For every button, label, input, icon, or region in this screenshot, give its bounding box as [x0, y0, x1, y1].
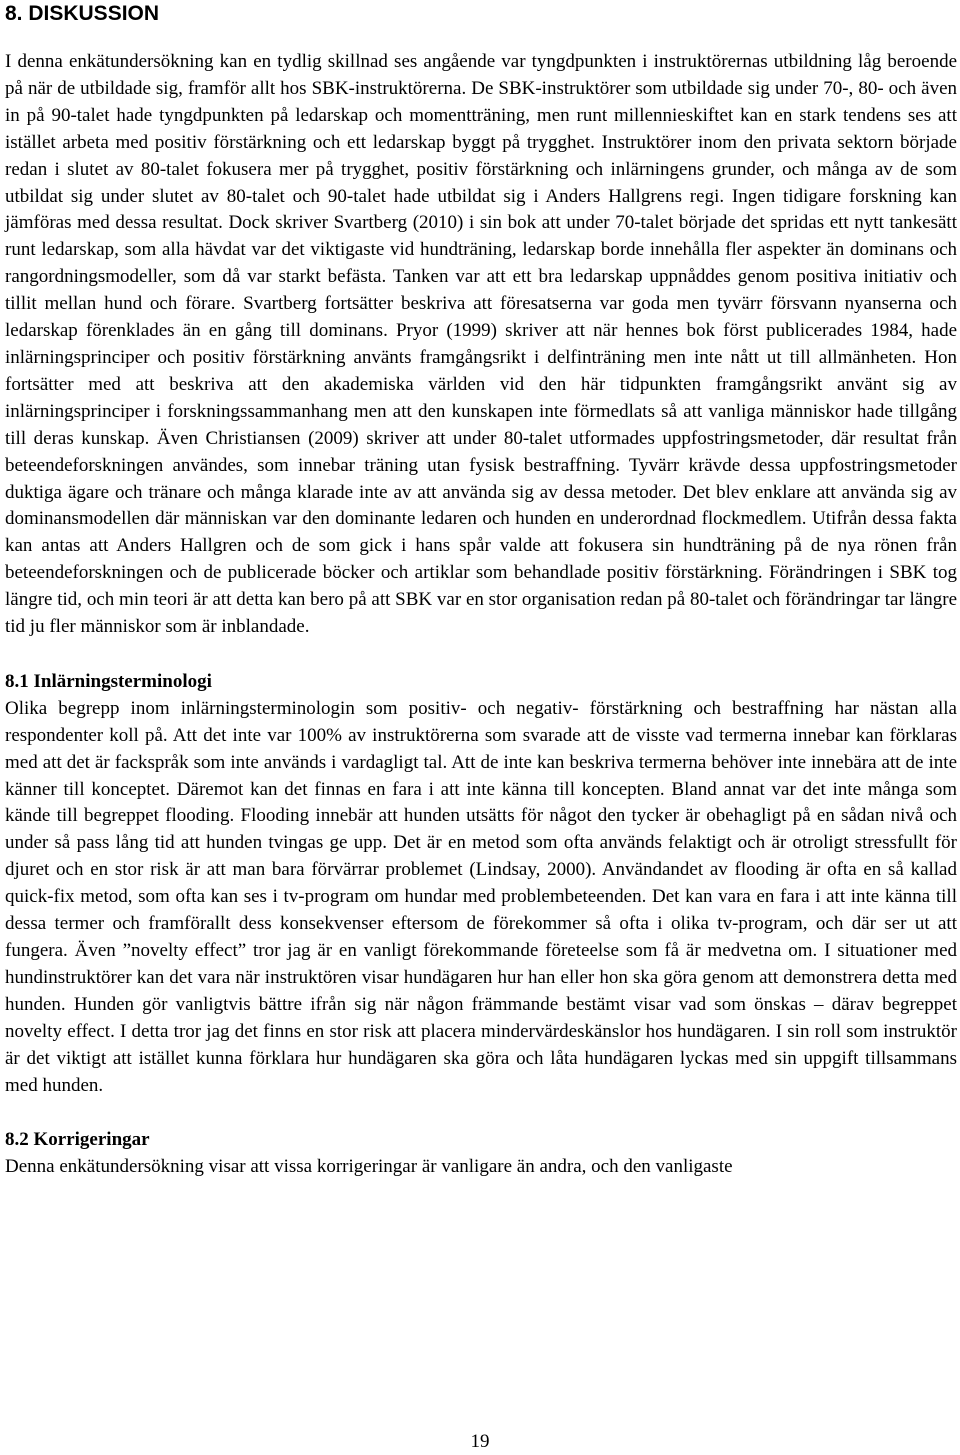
section-title: Inlärningsterminologi — [33, 670, 212, 692]
section-paragraph-korrigeringar: Denna enkätundersökning visar att vissa korrigeringar är vanligare än andra, och den vanligaste — [5, 1156, 733, 1178]
section-paragraph-inlarningsterminologi: Olika begrepp inom inlärningsterminologin som positiv- och negativ- förstärkning och bestraffning har nästan alla respondenter koll på. Att det inte var 100% av instruktörerna som svarade att de visste vad termerna innebar kan förklaras med att det är fackspråk som inte används i vardagligt tal. Att de inte kan beskriva termerna behöver inte innebära att de inte känner till konceptet. Däremot kan det finnas en fara i att inte känna till koncepten. Bland annat var det inte många som kände till begreppet flooding. Flooding innebär att hunden utsätts för något den tycker är obehagligt på en sådan nivå och under så pass lång tid att hunden tvingas ge upp. Det är en metod som ofta används felaktigt och är otroligt stressfullt för djuret och en stor risk är att man bara förvärrar problemet (Lindsay, 2000). Användandet av flooding är ofta en så kallad quick-fix metod, som ofta kan ses i tv-program om hundar med problembeteenden. Det kan vara en fara i att inte känna till dessa termer och framförallt dess konsekvenser eftersom de förekommer så ofta i olika tv-program, och där ser ut att fungera. Även ”novelty effect” tror jag är en vanligt förekommande företeelse som få är medvetna om. I situationer med hundinstruktörer kan det vara när instruktören visar hundägaren hur han eller hon ska göra genom att demonstrera detta med hunden. Hunden gör vanligtvis bättre ifrån sig när någon främmande bestämt visar vad som önskas – därav begreppet novelty effect. I detta tror jag det finns en stor risk att placera mindervärdeskänslor hos hundägaren. I sin roll som instruktör är det viktigt att istället kunna förklara hur hundägaren ska göra och låta hundägaren lyckas med sin uppgift tillsammans med hunden. — [5, 697, 957, 1096]
section-heading-8-2 — [5, 1127, 957, 1154]
section-number: 8.2 — [5, 1129, 29, 1151]
page-number: 19 — [470, 1431, 490, 1452]
discussion-paragraph: I denna enkätundersökning kan en tydlig skillnad ses angående var tyngdpunkten i instruktörernas utbildning låg beroende på när de utbildade sig, framför allt hos SBK-instruktörerna. De SBK-instruktörer som utbildade sig under 70-, 80- och även in på 90-talet hade tyngdpunkten på ledarskap och momentträning, men runt millennieskiftet kan en stark tendens ses att istället arbeta med positiv förstärkning och ett ledarskap byggt på trygghet. Instruktörer inom den privata sektorn började redan i slutet av 80-talet fokusera mer på trygghet, positiv förstärkning och inlärningens grunder, och många av de som utbildat sig under slutet av 80-talet och 90-talet hade utbildat sig i Anders Hallgrens regi. Ingen tidigare forskning kan jämföras med dessa resultat. Dock skriver Svartberg (2010) i sin bok att under 70-talet började det spridas ett nytt tankesätt runt ledarskap, som alla hävdat var det viktigaste vid hundträning, ledarskap borde innehålla fler aspekter än dominans och rangordningsmodeller, som då var starkt befästa. Tanken var att ett bra ledarskap uppnåddes genom positiva initiativ och tillit mellan hund och förare. Svartberg fortsätter beskriva att föresatserna var goda men tyvärr försvann nyanserna och ledarskap förenklades än en gång till dominans. Pryor (1999) skriver att när hennes bok först publicerades 1984, hade inlärningsprinciper och positiv förstärkning använts framgångsrikt i delfinträning men inte nått ut till allmänheten. Hon fortsätter med att beskriva att den akademiska världen vid den här tidpunkten framgångsrikt använt sig av inlärningsprinciper i forskningssammanhang men att den kunskapen inte förmedlats så att vanliga människor hade tillgång till deras kunskap. Även Christiansen (2009) skriver att under 80-talet utformades uppfostringsmetoder, där resultat från beteendeforskningen användes, som innebar träning utan fysisk bestraffning. Tyvärr krävde dessa uppfostringsmetoder duktiga ägare och tränare och många klarade inte av att använda sig av dessa metoder. Det blev enklare att använda sig av dominansmodellen där människan var den dominante ledaren och hunden en underordnad flockmedlem. Utifrån dessa fakta kan antas att Anders Hallgren och de som gick i hans spår valde att fokusera sin hundträning på de nya rönen från beteendeforskningen och de publicerade böcker och artiklar som behandlade positiv förstärkning. Förändringen i SBK tog längre tid, och min teori är att detta kan bero på att SBK var en stor organisation redan på 80-talet och förändringar tar längre tid ju fler människor som är inblandade. — [5, 51, 957, 638]
section-title: Korrigeringar — [33, 1129, 150, 1151]
section-number: 8.1 — [5, 670, 29, 692]
chapter-title: 8. DISKUSSION — [5, 2, 160, 25]
section-heading-8-1 — [5, 669, 957, 696]
